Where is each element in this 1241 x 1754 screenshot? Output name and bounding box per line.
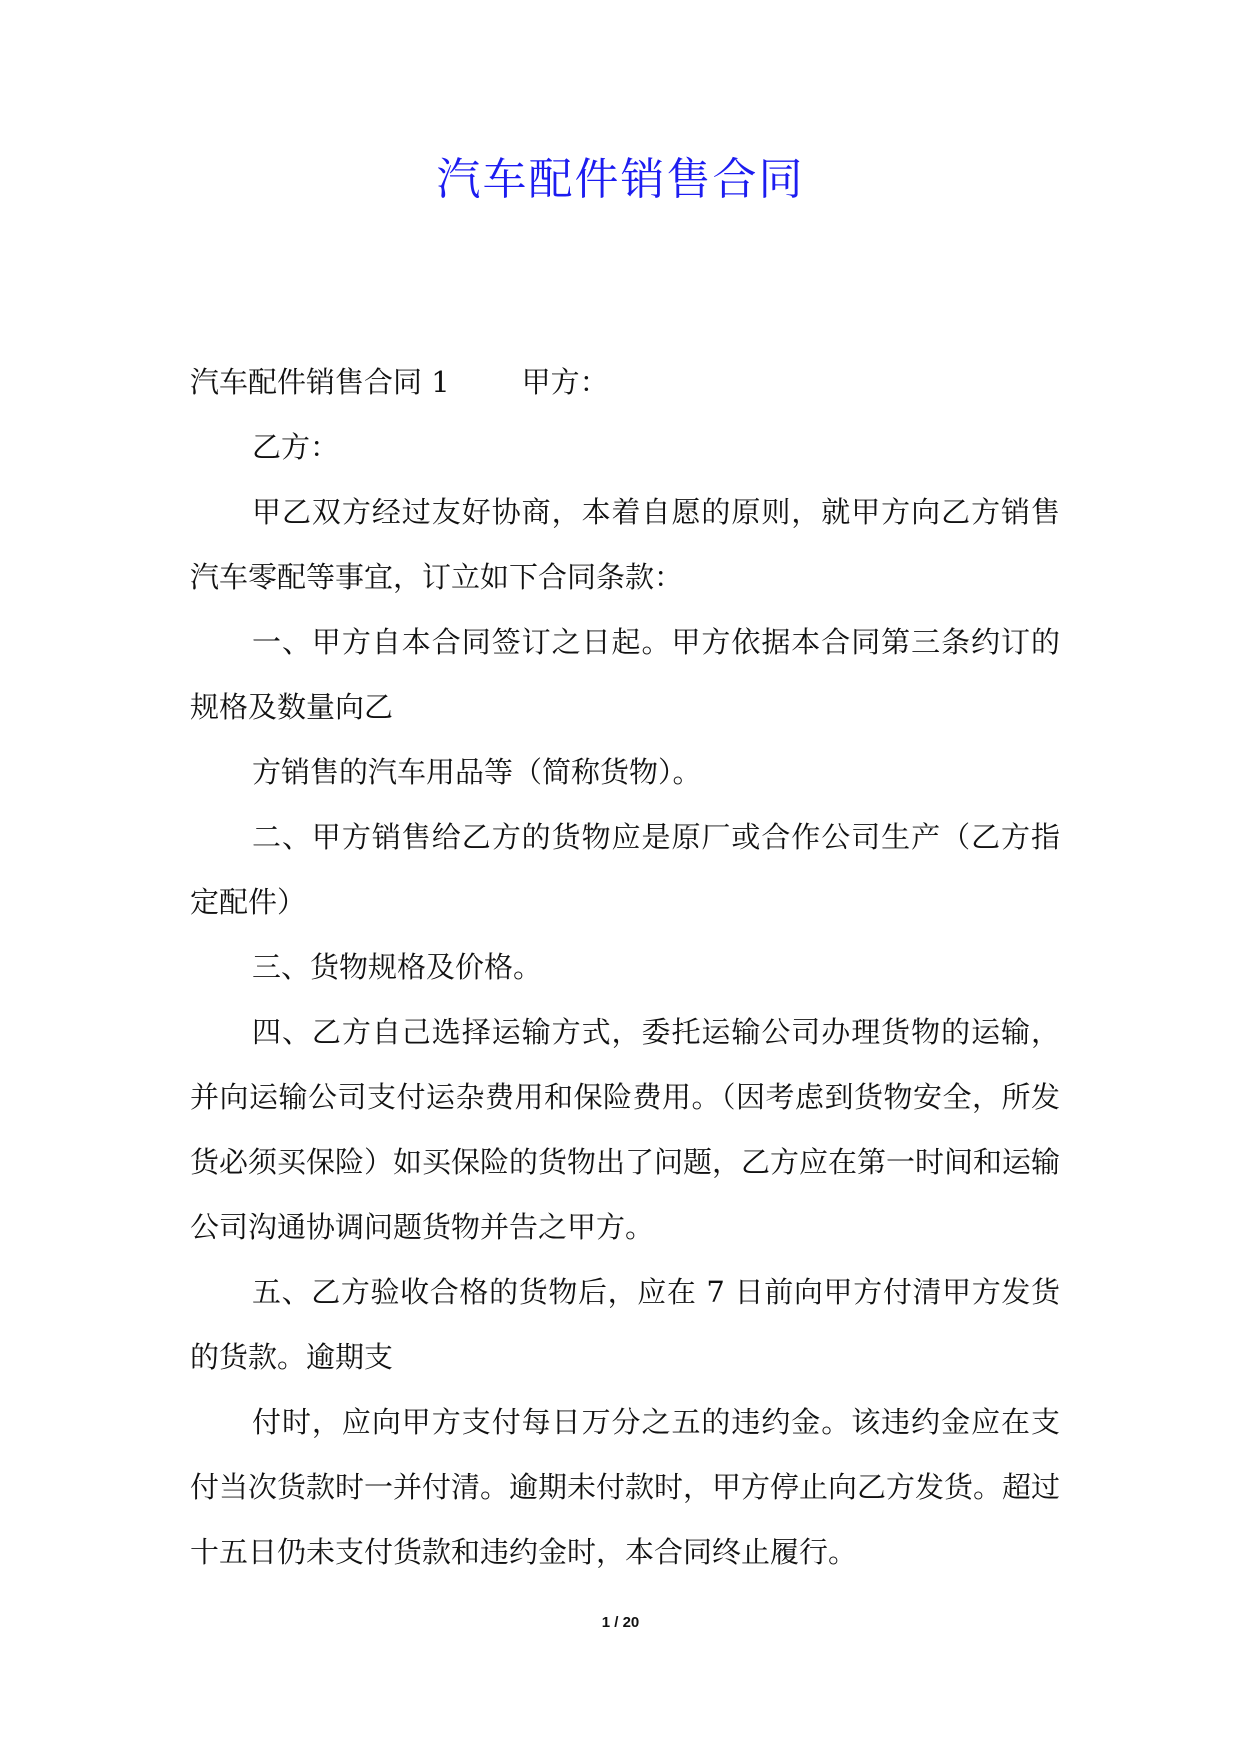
paragraph: 三、货物规格及价格。 xyxy=(252,950,543,984)
paragraph: 四、乙方自己选择运输方式，委托运输公司办理货物的运输，并向运输公司支付运杂费用和保险费用。（因考虑到货物安全，所发货必须买保险）如买保险的货物出了问题，乙方应在第一时间和运输公司沟通协调问题货物并告之甲方。 xyxy=(190,1015,1061,1244)
page-number: 1 / 20 xyxy=(601,1614,640,1631)
first-line xyxy=(190,350,1060,415)
paragraph: 付时，应向甲方支付每日万分之五的违约金。该违约金应在支付当次货款时一并付清。逾期未付款时，甲方停止向乙方发货。超过十五日仍未支付货款和违约金时，本合同终止履行。 xyxy=(190,1405,1061,1569)
party-a-label: 甲方： xyxy=(521,365,609,399)
contract-heading: 汽车配件销售合同 1 xyxy=(190,365,450,399)
paragraph: 二、甲方销售给乙方的货物应是原厂或合作公司生产（乙方指定配件） xyxy=(190,820,1060,919)
document-title: 汽车配件销售合同 xyxy=(436,154,805,205)
paragraph: 五、乙方验收合格的货物后，应在 7 日前向甲方付清甲方发货的货款。逾期支 xyxy=(190,1275,1060,1374)
document-body xyxy=(190,350,1060,1585)
paragraph: 甲乙双方经过友好协商，本着自愿的原则，就甲方向乙方销售汽车零配等事宜，订立如下合同条款： xyxy=(190,495,1060,594)
paragraph: 方销售的汽车用品等（简称货物）。 xyxy=(252,755,702,789)
paragraph: 乙方： xyxy=(252,430,340,464)
paragraph: 一、甲方自本合同签订之日起。甲方依据本合同第三条约订的规格及数量向乙 xyxy=(190,625,1060,724)
